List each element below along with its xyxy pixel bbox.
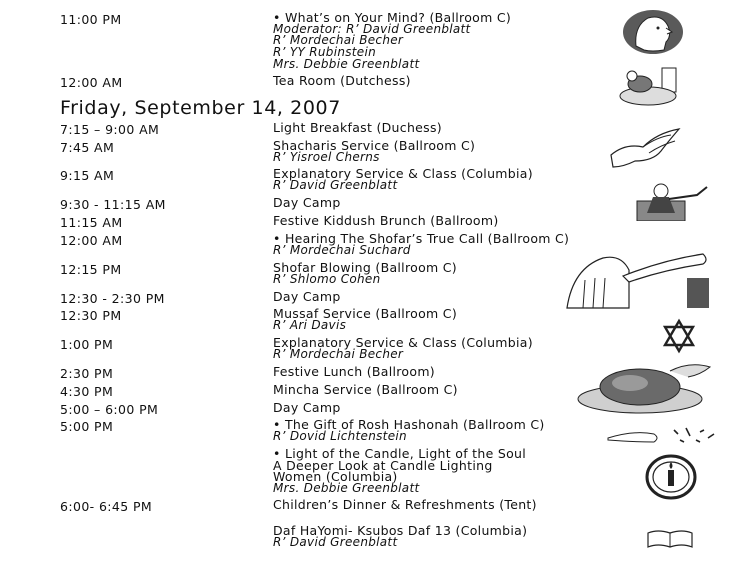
schedule-event [273,12,511,71]
day-heading: Friday, September 14, 2007 [60,97,341,119]
thinking-head-icon [622,6,684,56]
event-detail-line: Women (Columbia) [273,469,398,485]
schedule-time: 4:30 PM [60,384,114,399]
schedule-event [273,262,457,285]
tea-set-icon [618,64,684,108]
event-title: • Light of the Candle, Light of the Soul [273,446,527,461]
schedule-time: 12:30 - 2:30 PM [60,291,165,306]
schedule-time: 12:00 AM [60,75,123,90]
event-detail-line: R’ Yisroel Cherns [273,149,380,164]
roast-platter-icon [560,357,720,415]
event-detail-line: Mrs. Debbie Greenblatt [273,481,420,496]
schedule-event [273,448,526,495]
schedule-time: 11:00 PM [60,12,122,27]
schedule-event [273,337,533,360]
schedule-time: 2:30 PM [60,366,114,381]
event-detail-line: A Deeper Look at Candle Lighting [273,457,493,473]
schedule-time: 9:15 AM [60,168,115,183]
schedule-time: 11:15 AM [60,215,123,230]
schedule-event [273,168,533,191]
schedule-event [273,384,458,396]
schedule-event [273,291,341,303]
schedule-time: 5:00 – 6:00 PM [60,402,159,417]
event-title: Festive Lunch (Ballroom) [273,364,435,379]
event-detail-line: R’ David Greenblatt [273,534,398,549]
dove-icon [605,127,683,169]
schedule-event [273,366,435,378]
schedule-event [273,197,341,209]
schedule-event [273,140,475,163]
event-title: Day Camp [273,289,341,304]
schedule-time: 7:15 – 9:00 AM [60,122,160,137]
event-detail-line: R’ YY Rubinstein [273,45,377,60]
schedule-event [273,525,527,548]
event-title: Day Camp [273,400,341,415]
event-detail-line: R’ Dovid Lichtenstein [273,428,407,443]
event-detail-line: Mrs. Debbie Greenblatt [273,56,420,71]
schedule-time: 1:00 PM [60,337,114,352]
event-title: • The Gift of Rosh Hashonah (Ballroom C) [273,417,545,432]
event-title: • What’s on Your Mind? (Ballroom C) [273,10,512,25]
event-title: Light Breakfast (Duchess) [273,120,442,135]
schedule-time: 12:15 PM [60,262,122,277]
schedule-time: 12:30 PM [60,308,122,323]
shofar-sketch-icon [604,424,720,446]
event-detail-line: R’ Mordechai Suchard [273,242,411,257]
schedule-event [273,215,499,227]
event-title: • Hearing The Shofar’s True Call (Ballroom C) [273,231,570,246]
schedule-event [273,419,545,442]
event-title: Mincha Service (Ballroom C) [273,382,458,397]
candle-lighting-icon [645,454,697,500]
event-title: Festive Kiddush Brunch (Ballroom) [273,213,499,228]
schedule-event [273,402,341,414]
schedule-event [273,233,569,256]
event-title: Children’s Dinner & Refreshments (Tent) [273,497,537,512]
schedule-time: 9:30 - 11:15 AM [60,197,166,212]
event-title: Explanatory Service & Class (Columbia) [273,335,533,350]
schedule-time: 5:00 PM [60,419,114,434]
event-title: Daf HaYomi- Ksubos Daf 13 (Columbia) [273,523,528,538]
shofar-blower-icon [563,248,713,310]
star-of-david-icon [661,318,697,354]
event-title: Explanatory Service & Class (Columbia) [273,166,533,181]
open-book-icon [646,527,694,551]
event-detail-line: R’ Ari Davis [273,317,347,332]
event-title: Tea Room (Dutchess) [273,73,411,88]
event-title: Day Camp [273,195,341,210]
schedule-event [273,122,442,134]
schedule-time: 12:00 AM [60,233,123,248]
event-title: Shacharis Service (Ballroom C) [273,138,476,153]
schedule-time: 6:00- 6:45 PM [60,499,153,514]
schedule-event [273,75,411,87]
schedule-time: 7:45 AM [60,140,115,155]
event-detail-line: R’ Mordechai Becher [273,346,404,361]
schedule-event [273,499,537,511]
event-detail-line: Moderator: R’ David Greenblatt [273,21,471,36]
event-title: Mussaf Service (Ballroom C) [273,306,458,321]
event-title: Shofar Blowing (Ballroom C) [273,260,457,275]
prayer-man-icon [635,183,715,221]
event-detail-line: R’ Shlomo Cohen [273,271,381,286]
schedule-event [273,308,457,331]
event-detail-line: R’ Mordechai Becher [273,33,404,48]
event-detail-line: R’ David Greenblatt [273,177,398,192]
